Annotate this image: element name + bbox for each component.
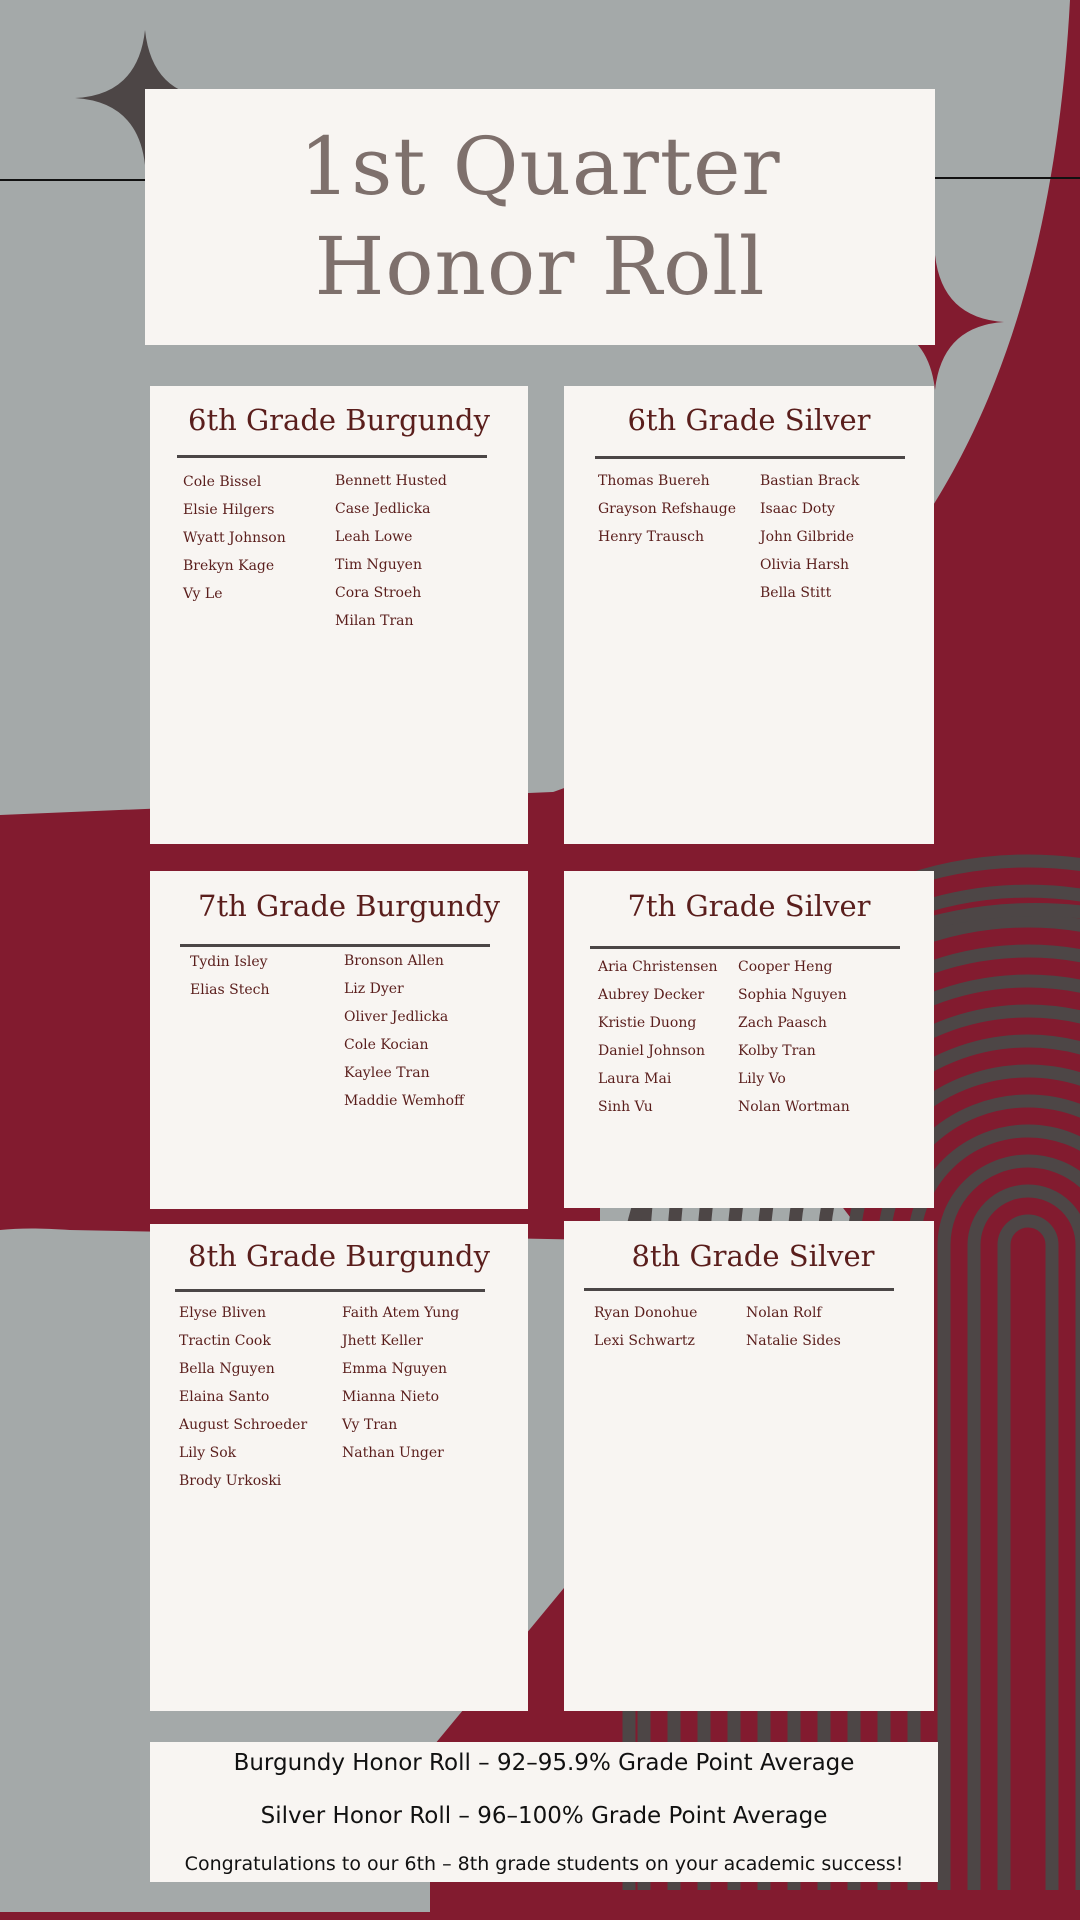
names-column-1 [183, 472, 286, 612]
student-name: Bronson Allen [344, 953, 444, 969]
title-divider [584, 1288, 894, 1291]
student-name: Cora Stroeh [335, 585, 422, 601]
student-name: Vy Tran [342, 1417, 398, 1433]
student-name: Bennett Husted [335, 473, 447, 489]
burgundy-criteria-text: Burgundy Honor Roll – 92–95.9% Grade Point Average [233, 1750, 855, 1776]
student-name: Brody Urkoski [179, 1473, 282, 1489]
card-title: 6th Grade Silver [627, 403, 871, 437]
silver-criteria-text: Silver Honor Roll – 96–100% Grade Point Average [260, 1803, 828, 1829]
card-7th-grade-burgundy [150, 871, 528, 1209]
student-name: Henry Trausch [598, 529, 704, 545]
names-column-1 [179, 1303, 307, 1499]
names-column-1 [190, 952, 270, 1008]
names-column-2 [746, 1303, 841, 1359]
student-name: Ryan Donohue [594, 1305, 698, 1321]
student-name: Aria Christensen [598, 959, 718, 975]
student-name: Mianna Nieto [342, 1389, 440, 1405]
title-divider [590, 946, 900, 949]
student-name: Olivia Harsh [760, 557, 850, 573]
student-name: Case Jedlicka [335, 501, 431, 517]
student-name: Cole Kocian [344, 1037, 429, 1053]
grade-criteria-footer [150, 1742, 938, 1882]
names-column-2 [738, 957, 850, 1125]
student-name: Lily Vo [738, 1071, 786, 1087]
student-name: Bastian Brack [760, 473, 860, 489]
names-column-1 [598, 957, 718, 1125]
names-column-1 [598, 471, 736, 555]
student-name: Lily Sok [179, 1445, 237, 1461]
names-column-2 [335, 471, 447, 639]
student-name: August Schroeder [179, 1417, 308, 1433]
names-column-2 [342, 1303, 459, 1471]
student-name: Aubrey Decker [598, 987, 705, 1003]
congratulations-text: Congratulations to our 6th – 8th grade students on your academic success! [184, 1853, 904, 1875]
student-name: Natalie Sides [746, 1333, 841, 1349]
student-name: Kaylee Tran [344, 1065, 430, 1081]
student-name: Zach Paasch [738, 1015, 827, 1031]
student-name: Nolan Rolf [746, 1305, 822, 1321]
card-title: 7th Grade Silver [627, 889, 871, 923]
title-divider [175, 1289, 485, 1292]
title-divider [177, 455, 487, 458]
student-name: Elias Stech [190, 982, 270, 998]
student-name: Emma Nguyen [342, 1361, 448, 1377]
card-6th-grade-silver [564, 386, 934, 844]
student-name: Tim Nguyen [335, 557, 422, 573]
student-name: Vy Le [183, 586, 223, 602]
card-8th-grade-silver [564, 1221, 934, 1711]
student-name: Wyatt Johnson [183, 530, 286, 546]
student-name: Liz Dyer [344, 981, 404, 997]
student-name: Lexi Schwartz [594, 1333, 695, 1349]
names-column-2 [760, 471, 859, 611]
student-name: Grayson Refshauge [598, 501, 737, 517]
student-name: Elaina Santo [179, 1389, 270, 1405]
card-title: 8th Grade Burgundy [188, 1239, 490, 1273]
student-name: Faith Atem Yung [342, 1305, 460, 1321]
names-column-2 [344, 951, 464, 1119]
title-divider [595, 456, 905, 459]
student-name: Sinh Vu [598, 1099, 653, 1115]
card-7th-grade-silver [564, 871, 934, 1208]
student-name: Tydin Isley [190, 954, 268, 970]
student-name: Nolan Wortman [738, 1099, 850, 1115]
card-title: 8th Grade Silver [631, 1239, 875, 1273]
student-name: Elyse Bliven [179, 1305, 266, 1321]
card-8th-grade-burgundy [150, 1224, 528, 1711]
student-name: Cole Bissel [183, 474, 262, 490]
student-name: Leah Lowe [335, 529, 413, 545]
student-name: Milan Tran [335, 613, 414, 629]
student-name: Thomas Buereh [598, 473, 710, 489]
student-name: Tractin Cook [179, 1333, 271, 1349]
student-name: Brekyn Kage [183, 558, 275, 574]
names-column-1 [594, 1303, 697, 1359]
title-divider [180, 944, 490, 947]
student-name: Elsie Hilgers [183, 502, 275, 518]
card-title: 7th Grade Burgundy [198, 889, 500, 923]
poster-title-line2: Honor Roll [314, 220, 766, 313]
student-name: Oliver Jedlicka [344, 1009, 449, 1025]
student-name: Jhett Keller [342, 1333, 423, 1349]
student-name: John Gilbride [760, 529, 855, 545]
student-name: Sophia Nguyen [738, 987, 847, 1003]
student-name: Daniel Johnson [598, 1043, 705, 1059]
student-name: Bella Stitt [760, 585, 832, 601]
poster-title-box [145, 89, 935, 345]
student-name: Isaac Doty [760, 501, 835, 517]
student-name: Laura Mai [598, 1071, 672, 1087]
student-name: Cooper Heng [738, 959, 833, 975]
student-name: Kolby Tran [738, 1043, 816, 1059]
student-name: Maddie Wemhoff [344, 1093, 465, 1109]
student-name: Bella Nguyen [179, 1361, 275, 1377]
student-name: Nathan Unger [342, 1445, 444, 1461]
card-title: 6th Grade Burgundy [188, 403, 490, 437]
poster-title-line1: 1st Quarter [299, 120, 781, 213]
card-6th-grade-burgundy [150, 386, 528, 844]
burgundy-bottom-strip [0, 1912, 1080, 1920]
student-name: Kristie Duong [598, 1015, 697, 1031]
